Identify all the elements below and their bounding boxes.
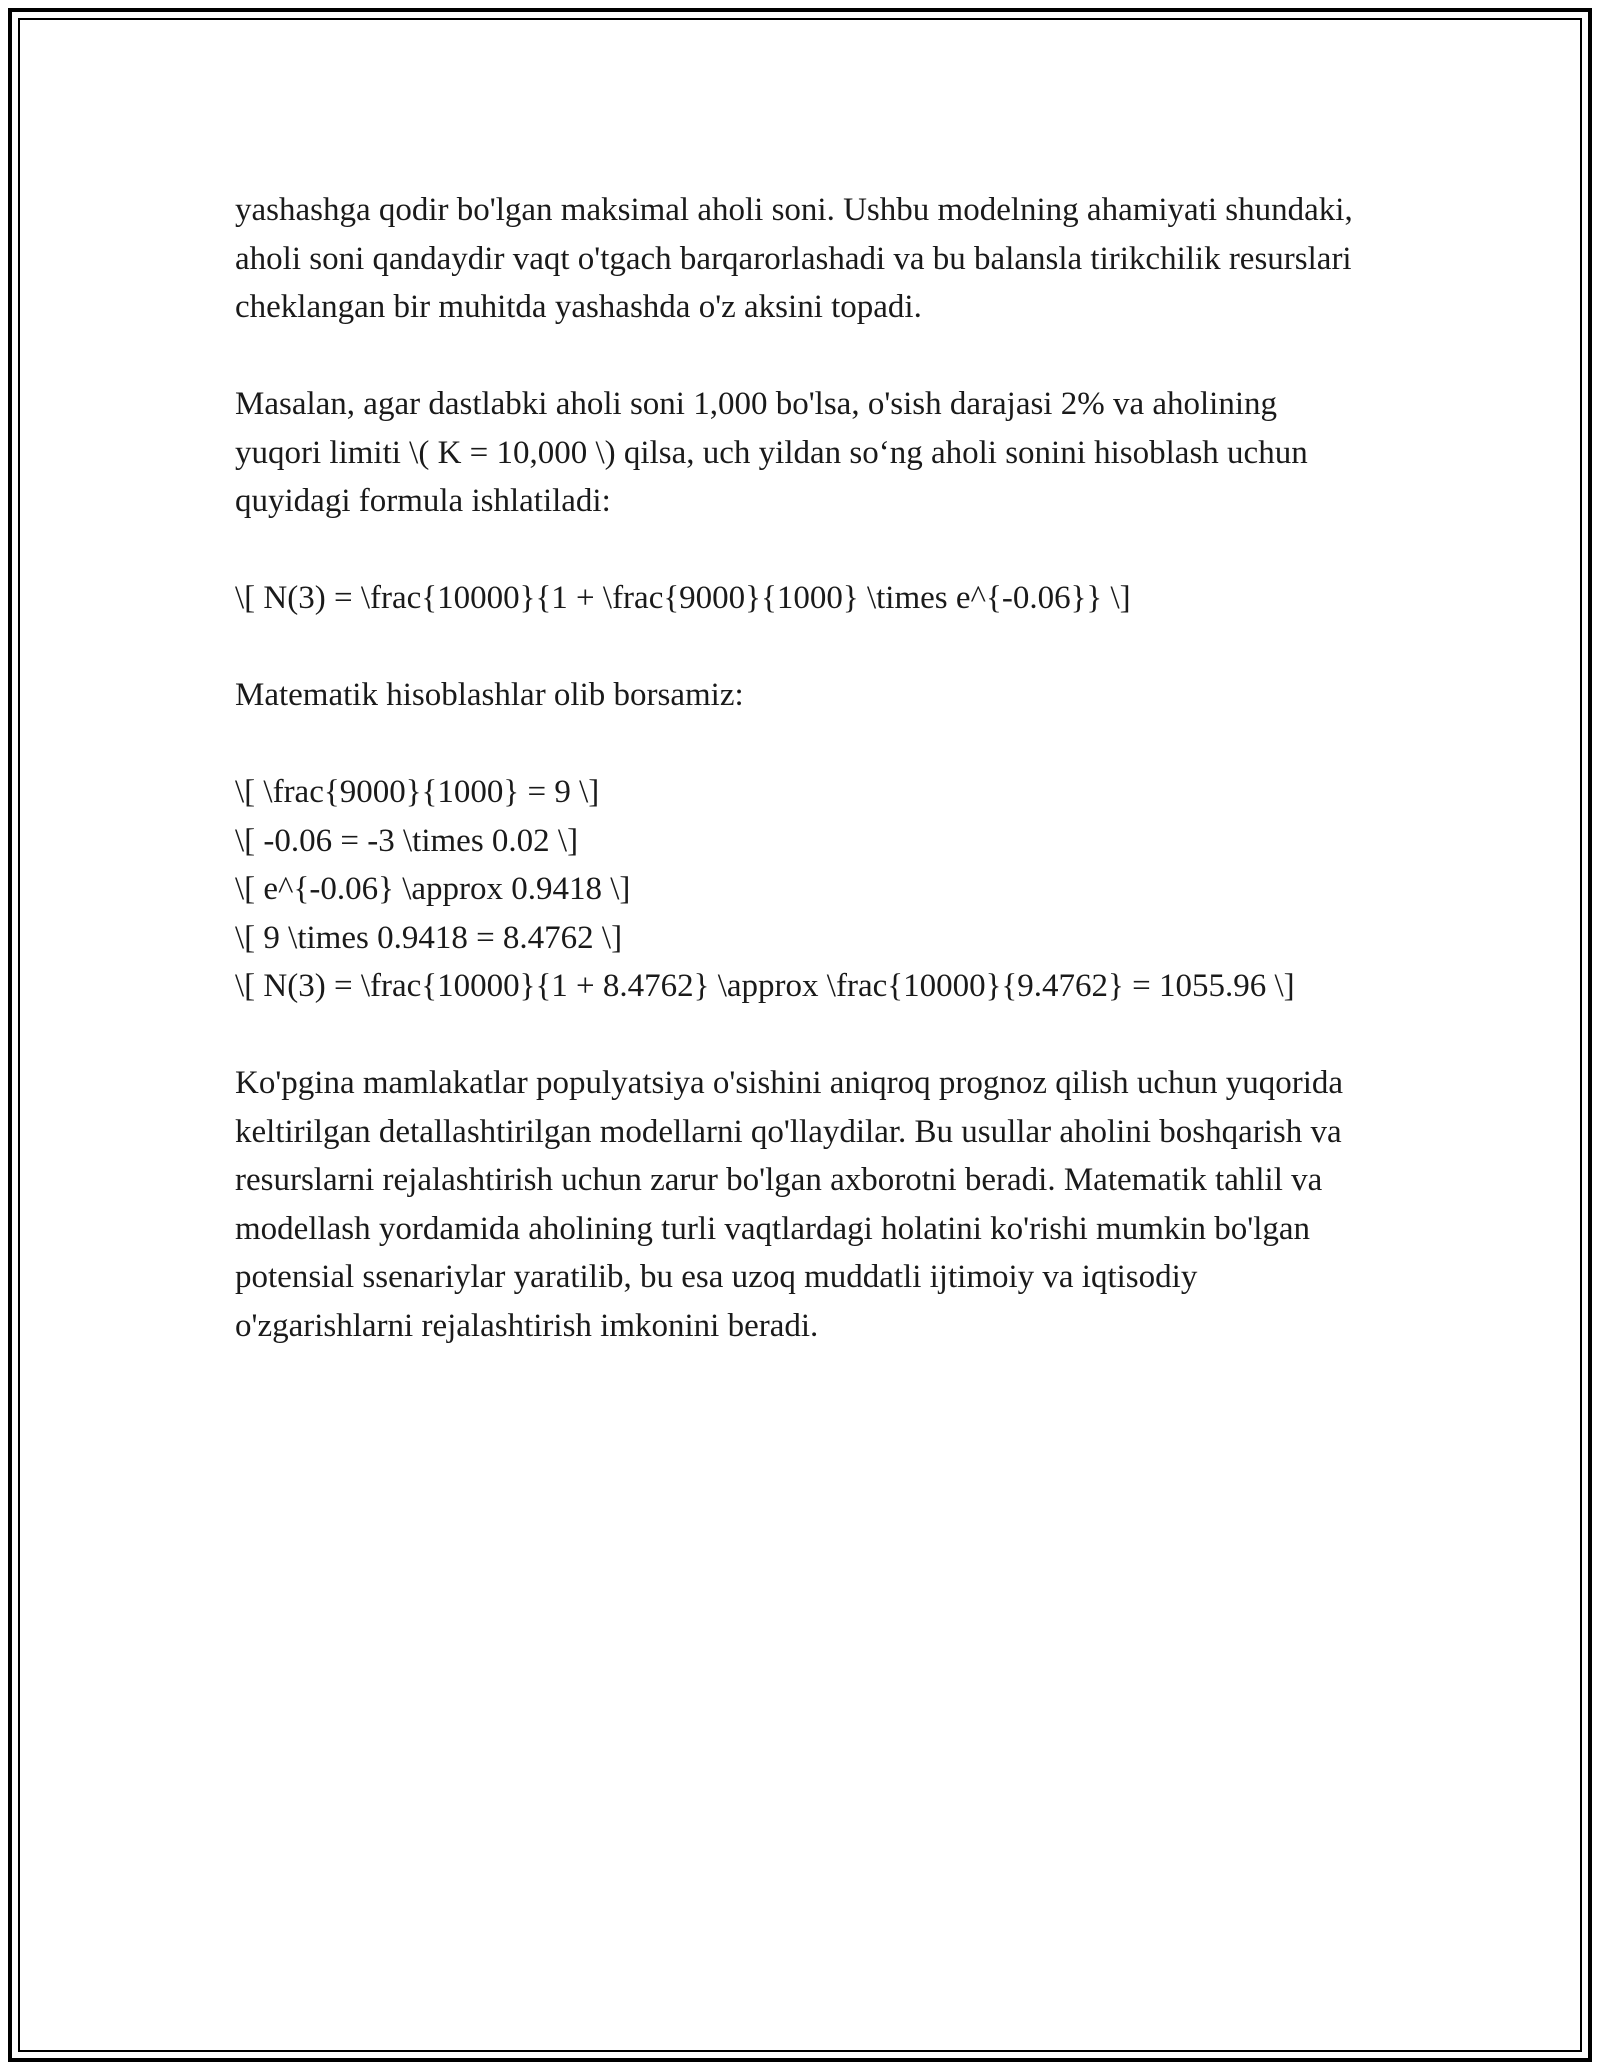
paragraph-gap (235, 1011, 1365, 1060)
paragraph-conclusion: Ko'pgina mamlakatlar populyatsiya o'sishini aniqroq prognoz qilish uchun yuqorida keltirilgan detallashtirilgan modellarni qo'llaydilar. Bu usullar aholini boshqarish va resurslarni rejalashtirish uchun zarur bo'lgan axborotni beradi. Matematik tahlil va modellash yordamida aholining turli vaqtlardagi holatini ko'rishi mumkin bo'lgan potensial ssenariylar yaratilib, bu esa uzoq muddatli ijtimoiy va iqtisodiy o'zgarishlarni rejalashtirish imkonini beradi. (235, 1065, 1344, 1344)
formula-main: \[ N(3) = \frac{10000}{1 + \frac{9000}{1000} \times e^{-0.06}} \] (235, 580, 1131, 616)
calculation-step: \[ e^{-0.06} \approx 0.9418 \] (235, 871, 631, 907)
calculation-steps (235, 768, 1365, 1011)
paragraph-gap (235, 332, 1365, 381)
paragraph-example: Masalan, agar dastlabki aholi soni 1,000 bo'lsa, o'sish darajasi 2% va aholining yuqori limiti \( K = 10,000 \) qilsa, uch yildan so‘ng aholi sonini hisoblash uchun quyidagi formula ishlatiladi: (235, 386, 1308, 519)
calculation-step: \[ -0.06 = -3 \times 0.02 \] (235, 822, 579, 859)
paragraph-gap (235, 526, 1365, 575)
calculation-step: \[ 9 \times 0.9418 = 8.4762 \] (235, 919, 623, 956)
paragraph-calculations-intro: Matematik hisoblashlar olib borsamiz: (235, 677, 744, 713)
paragraph-gap (235, 720, 1365, 769)
paragraph-logistic-model: yashashga qodir bo'lgan maksimal aholi soni. Ushbu modelning ahamiyati shundaki, aholi soni qandaydir vaqt o'tgach barqarorlashadi va bu balansla tirikchilik resurslari cheklangan bir muhitda yashashda o'z aksini topadi. (235, 192, 1353, 325)
paragraph-gap (235, 623, 1365, 672)
calculation-step: \[ \frac{9000}{1000} = 9 \] (235, 774, 600, 810)
document-body (235, 186, 1365, 1350)
calculation-step: \[ N(3) = \frac{10000}{1 + 8.4762} \approx \frac{10000}{9.4762} = 1055.96 \] (235, 968, 1295, 1004)
